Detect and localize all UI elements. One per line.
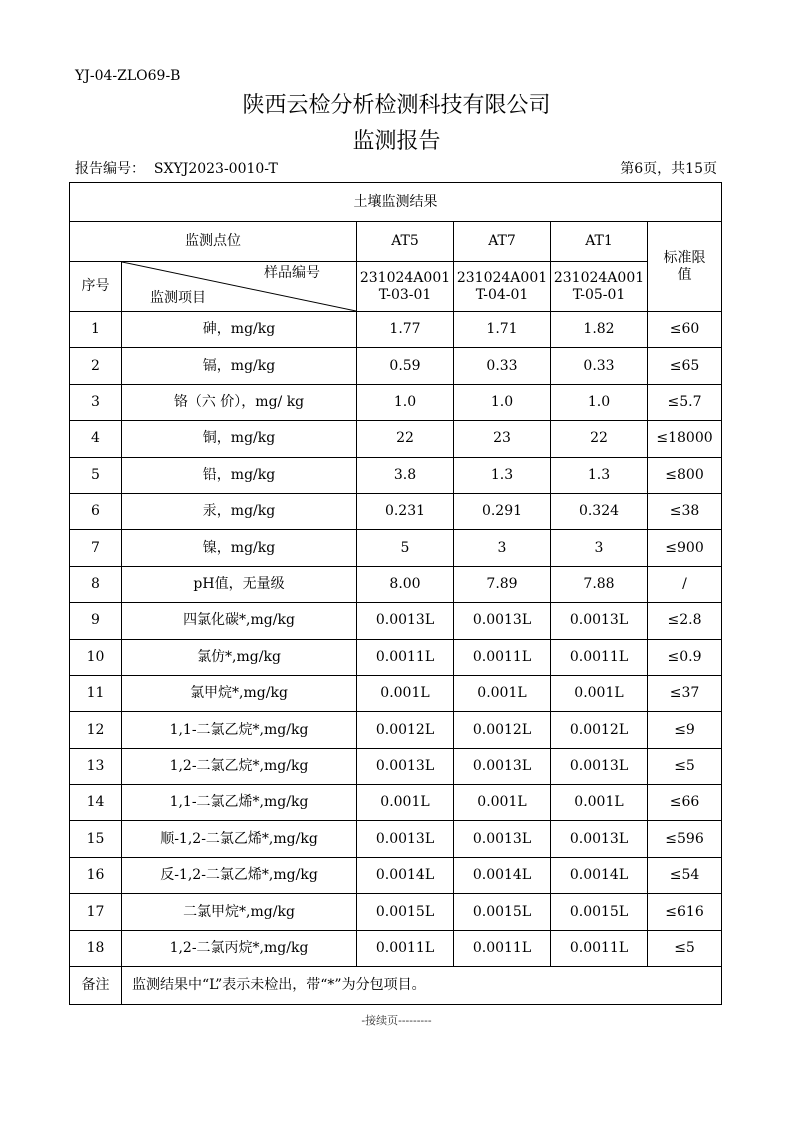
table-row (70, 821, 722, 857)
report-number-value: SXYJ2023-0010-T (153, 161, 278, 177)
value-at1: 0.0014L (551, 857, 648, 893)
diagonal-header-cell (122, 262, 357, 312)
value-at5: 0.231 (357, 493, 454, 529)
value-at5: 0.0013L (357, 821, 454, 857)
standard-limit: ≤5 (648, 748, 722, 784)
monitoring-item: 汞，mg/kg (122, 493, 357, 529)
standard-limit: ≤596 (648, 821, 722, 857)
value-at7: 7.89 (454, 566, 551, 602)
point-header: AT5 (357, 222, 454, 262)
standard-limit: ≤5 (648, 930, 722, 966)
table-row (70, 457, 722, 493)
sample-id (357, 262, 454, 312)
standard-limit: ≤800 (648, 457, 722, 493)
standard-limit: ≤65 (648, 348, 722, 384)
value-at1: 0.0013L (551, 821, 648, 857)
point-header: AT7 (454, 222, 551, 262)
value-at7: 0.001L (454, 785, 551, 821)
monitoring-item: 铅，mg/kg (122, 457, 357, 493)
sample-id-label: 样品编号 (264, 265, 320, 281)
value-at1: 7.88 (551, 566, 648, 602)
standard-limit: ≤5.7 (648, 384, 722, 420)
standard-limit-header: 标准限值 (648, 222, 722, 312)
monitoring-item: 镍，mg/kg (122, 530, 357, 566)
remark-row (70, 967, 722, 1005)
point-header: AT1 (551, 222, 648, 262)
value-at5: 5 (357, 530, 454, 566)
table-row (70, 348, 722, 384)
value-at5: 0.0011L (357, 639, 454, 675)
value-at7: 0.0015L (454, 894, 551, 930)
value-at5: 3.8 (357, 457, 454, 493)
row-number: 5 (70, 457, 122, 493)
monitoring-item: pH值，无量级 (122, 566, 357, 602)
monitoring-item: 砷，mg/kg (122, 312, 357, 348)
value-at1: 3 (551, 530, 648, 566)
sample-id (454, 262, 551, 312)
row-number: 12 (70, 712, 122, 748)
row-number: 16 (70, 857, 122, 893)
table-row (70, 712, 722, 748)
sample-id-line: 231024A001 (359, 269, 451, 286)
page-info: 第6页，共15页 (620, 161, 717, 177)
value-at5: 1.0 (357, 384, 454, 420)
row-number: 8 (70, 566, 122, 602)
monitoring-item: 1,1-二氯乙烯*,mg/kg (122, 785, 357, 821)
value-at5: 0.0012L (357, 712, 454, 748)
monitoring-item: 铜，mg/kg (122, 421, 357, 457)
value-at5: 0.001L (357, 785, 454, 821)
value-at7: 0.0012L (454, 712, 551, 748)
row-number: 14 (70, 785, 122, 821)
sample-id-line: T-04-01 (475, 286, 529, 303)
row-number: 10 (70, 639, 122, 675)
value-at5: 0.0014L (357, 857, 454, 893)
monitoring-item: 1,2-二氯乙烷*,mg/kg (122, 748, 357, 784)
seq-header: 序号 (70, 262, 122, 312)
table-row (70, 748, 722, 784)
value-at5: 22 (357, 421, 454, 457)
value-at5: 0.0015L (357, 894, 454, 930)
monitoring-item-label: 监测项目 (150, 290, 206, 307)
value-at7: 0.291 (454, 493, 551, 529)
value-at7: 1.0 (454, 384, 551, 420)
table-row (70, 493, 722, 529)
row-number: 13 (70, 748, 122, 784)
value-at7: 0.0013L (454, 748, 551, 784)
standard-limit: ≤2.8 (648, 603, 722, 639)
value-at7: 0.33 (454, 348, 551, 384)
value-at5: 0.0011L (357, 930, 454, 966)
value-at1: 1.82 (551, 312, 648, 348)
monitoring-item: 氯仿*,mg/kg (122, 639, 357, 675)
value-at1: 22 (551, 421, 648, 457)
value-at5: 0.59 (357, 348, 454, 384)
value-at7: 0.0011L (454, 930, 551, 966)
value-at1: 0.0012L (551, 712, 648, 748)
table-row (70, 384, 722, 420)
value-at1: 1.3 (551, 457, 648, 493)
value-at5: 0.001L (357, 675, 454, 711)
standard-limit: / (648, 566, 722, 602)
sample-id-line: T-05-01 (572, 286, 626, 303)
row-number: 9 (70, 603, 122, 639)
monitoring-item: 氯甲烷*,mg/kg (122, 675, 357, 711)
standard-limit: ≤37 (648, 675, 722, 711)
sample-id-line: T-03-01 (378, 286, 432, 303)
table-row (70, 530, 722, 566)
monitoring-item: 镉，mg/kg (122, 348, 357, 384)
value-at5: 0.0013L (357, 603, 454, 639)
value-at1: 0.0015L (551, 894, 648, 930)
table-row (70, 785, 722, 821)
value-at1: 0.33 (551, 348, 648, 384)
value-at5: 8.00 (357, 566, 454, 602)
row-number: 17 (70, 894, 122, 930)
standard-limit: ≤18000 (648, 421, 722, 457)
standard-limit: ≤54 (648, 857, 722, 893)
row-number: 15 (70, 821, 122, 857)
remark-label: 备注 (70, 967, 122, 1005)
monitoring-item: 1,2-二氯丙烷*,mg/kg (122, 930, 357, 966)
continue-marker: -接续页--------- (361, 1014, 432, 1027)
table-row (70, 930, 722, 966)
row-number: 11 (70, 675, 122, 711)
row-number: 7 (70, 530, 122, 566)
standard-limit: ≤616 (648, 894, 722, 930)
table-row (70, 639, 722, 675)
value-at7: 0.0014L (454, 857, 551, 893)
monitoring-item: 反-1,2-二氯乙烯*,mg/kg (122, 857, 357, 893)
point-label: 监测点位 (70, 222, 357, 262)
value-at1: 1.0 (551, 384, 648, 420)
row-number: 4 (70, 421, 122, 457)
value-at7: 3 (454, 530, 551, 566)
standard-limit: ≤38 (648, 493, 722, 529)
standard-limit: ≤66 (648, 785, 722, 821)
report-number-label: 报告编号： (75, 161, 145, 177)
sample-id (551, 262, 648, 312)
soil-monitoring-table (69, 182, 722, 1005)
table-caption: 土壤监测结果 (70, 183, 722, 222)
table-row (70, 894, 722, 930)
value-at7: 0.001L (454, 675, 551, 711)
table-row (70, 421, 722, 457)
remark-text: 监测结果中“L”表示未检出，带“*”为分包项目。 (122, 967, 722, 1005)
standard-limit: ≤60 (648, 312, 722, 348)
value-at7: 0.0013L (454, 821, 551, 857)
table-row (70, 675, 722, 711)
sample-id-line: 231024A001 (456, 269, 548, 286)
value-at7: 0.0011L (454, 639, 551, 675)
value-at1: 0.0013L (551, 603, 648, 639)
value-at1: 0.0013L (551, 748, 648, 784)
row-number: 2 (70, 348, 122, 384)
value-at5: 1.77 (357, 312, 454, 348)
standard-limit: ≤0.9 (648, 639, 722, 675)
row-number: 6 (70, 493, 122, 529)
value-at7: 0.0013L (454, 603, 551, 639)
value-at7: 1.3 (454, 457, 551, 493)
value-at1: 0.324 (551, 493, 648, 529)
company-name: 陕西云检分析检测科技有限公司 (242, 93, 551, 118)
report-title: 监测报告 (352, 129, 441, 154)
table-row (70, 857, 722, 893)
standard-limit: ≤900 (648, 530, 722, 566)
row-number: 3 (70, 384, 122, 420)
row-number: 1 (70, 312, 122, 348)
report-number (75, 158, 278, 178)
monitoring-item: 铬（六 价），mg/ kg (122, 384, 357, 420)
value-at1: 0.001L (551, 785, 648, 821)
value-at7: 1.71 (454, 312, 551, 348)
value-at5: 0.0013L (357, 748, 454, 784)
value-at1: 0.0011L (551, 639, 648, 675)
table-row (70, 312, 722, 348)
table-row (70, 603, 722, 639)
monitoring-item: 顺-1,2-二氯乙烯*,mg/kg (122, 821, 357, 857)
standard-limit: ≤9 (648, 712, 722, 748)
monitoring-item: 1,1-二氯乙烷*,mg/kg (122, 712, 357, 748)
value-at1: 0.001L (551, 675, 648, 711)
value-at7: 23 (454, 421, 551, 457)
table-row (70, 566, 722, 602)
monitoring-item: 二氯甲烷*,mg/kg (122, 894, 357, 930)
sample-id-line: 231024A001 (553, 269, 645, 286)
monitoring-item: 四氯化碳*,mg/kg (122, 603, 357, 639)
value-at1: 0.0011L (551, 930, 648, 966)
document-code: YJ-04-ZLO69-B (75, 68, 181, 84)
row-number: 18 (70, 930, 122, 966)
